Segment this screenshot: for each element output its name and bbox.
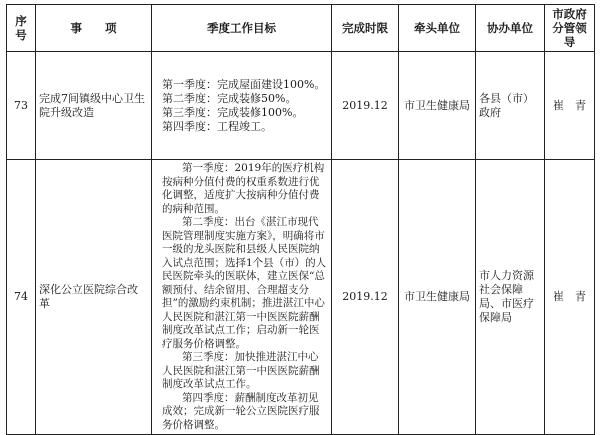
row-goals [152,160,332,435]
row-goals [152,52,332,160]
header-row [7,5,595,52]
header-deadline: 完成时限 [332,5,399,52]
header-no: 序号 [7,5,36,52]
row-deadline: 2019.12 [332,52,399,160]
header-assist: 协办单位 [476,5,545,52]
row-assist: 各县（市）政府 [476,52,545,160]
header-goals: 季度工作目标 [152,5,332,52]
row-leader: 崔 青 [545,52,595,160]
header-leader: 市政府分管领导 [545,5,595,52]
goal-q4: 第四季度：工程竣工。 [162,119,272,133]
row-item: 深化公立医院综合改革 [36,160,152,435]
row-lead: 市卫生健康局 [399,160,476,435]
goal-q2: 第二季度：完成装修50%。 [162,91,297,105]
row-assist: 市人力资源社会保障局、市医疗保障局 [476,160,545,435]
row-no: 74 [7,160,36,435]
goal-q1: 第一季度：完成屋面建设100%。 [162,77,326,91]
goal-q4: 第四季度：薪酬制度改革初见成效；完成新一轮公立医院医疗服务价格调整。 [162,391,320,431]
row-deadline: 2019.12 [332,160,399,435]
goal-q2: 第二季度：出台《湛江市现代医院管理制度实施方案》，明确将市一级的龙头医院和县级人民医院纳入试点范围；选择1个县（市）的人民医院牵头的医联体，建立医保“总额预付、结余留用、合理超支分担”的激励约束机制；推进湛江中心人民医院和湛江第一中医医院薪酬制度改革试点工作；启动新一轮医疗服务价格调整。 [162,216,327,350]
header-item: 事 项 [36,5,152,52]
row-leader: 崔 青 [545,160,595,435]
row-item: 完成7间镇级中心卫生院升级改造 [36,52,152,160]
row-no: 73 [7,52,36,160]
table-row [7,52,595,160]
goal-q3: 第三季度：完成装修100%。 [162,105,304,119]
goal-q3: 第三季度：加快推进湛江中心人民医院和湛江第一中医医院薪酬制度改革试点工作。 [162,351,320,390]
row-lead: 市卫生健康局 [399,52,476,160]
task-table [6,4,595,435]
goal-q1: 第一季度：2019年的医疗机构按病种分值付费的权重系数进行优化调整，适度扩大按病种分值付费的病种范围。 [162,162,325,215]
header-lead: 牵头单位 [399,5,476,52]
table-row [7,160,595,435]
